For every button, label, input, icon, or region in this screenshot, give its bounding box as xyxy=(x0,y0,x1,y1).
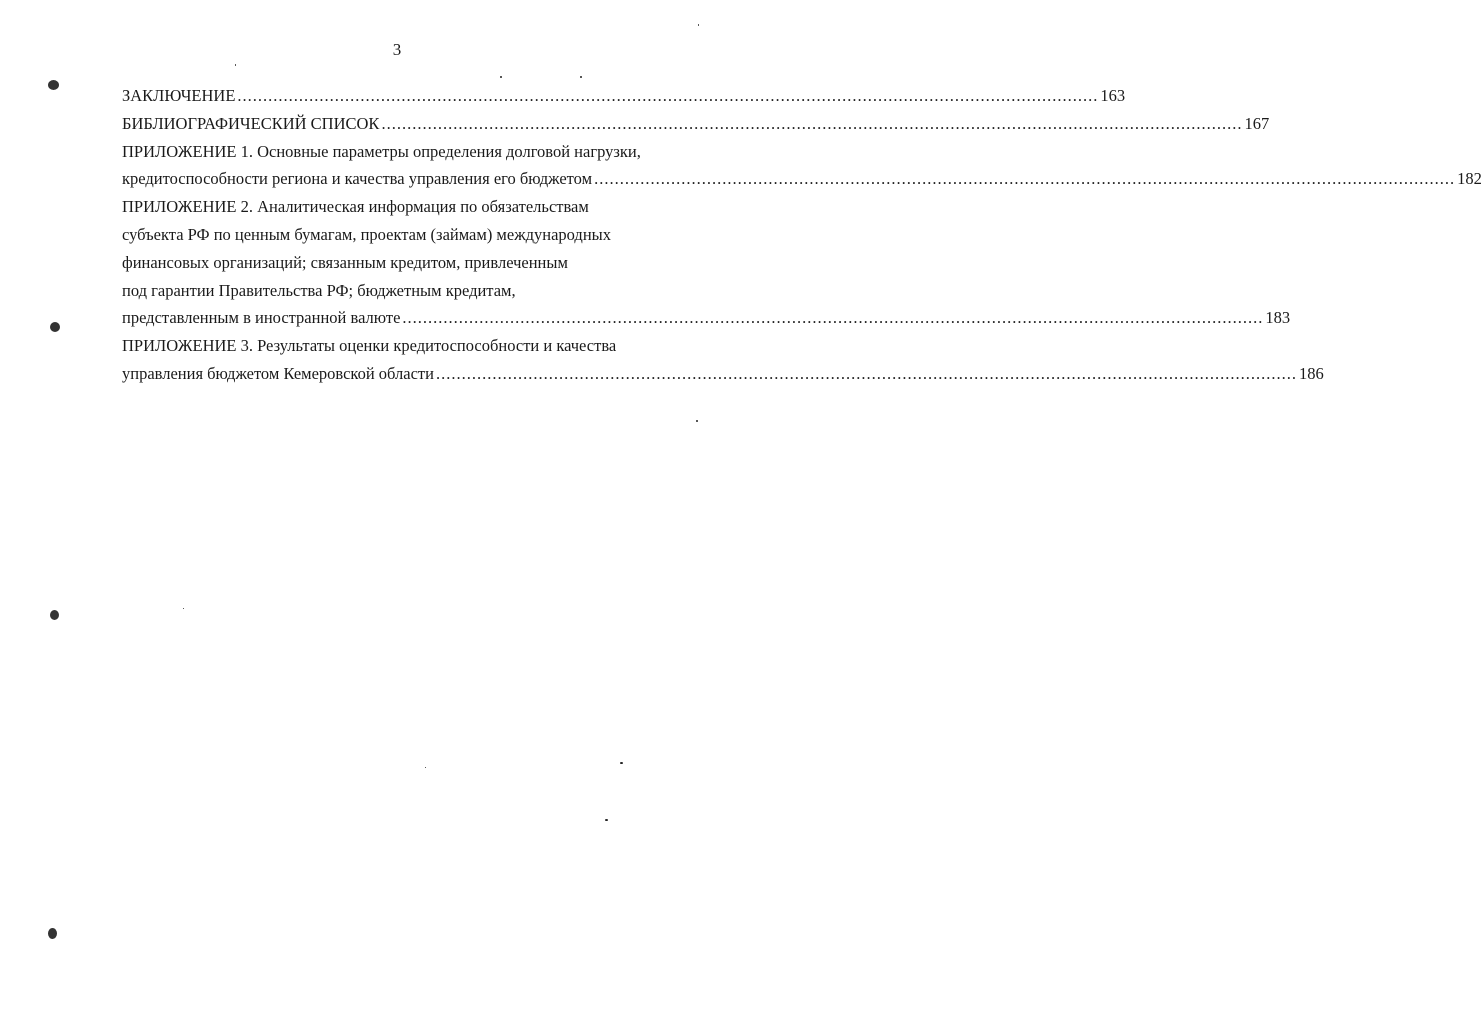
scan-speck xyxy=(696,420,698,422)
toc-entry-title-cont: под гарантии Правительства РФ; бюджетным кредитам, xyxy=(122,280,516,300)
toc-line xyxy=(122,304,1291,332)
toc-line xyxy=(122,165,1482,193)
table-of-contents xyxy=(122,82,1482,388)
scan-speck xyxy=(605,819,608,821)
scan-speck xyxy=(620,762,623,764)
toc-entry-appendix-2[interactable] xyxy=(122,193,1291,332)
toc-page-number: 182 xyxy=(1457,169,1482,189)
toc-line xyxy=(122,193,704,221)
toc-entry-appendix-1[interactable] xyxy=(122,138,1482,194)
dot-leader: ........................................................................................................................................................................ xyxy=(237,86,1099,105)
binder-hole-mark xyxy=(48,80,59,90)
toc-entry-title: ЗАКЛЮЧЕНИЕ xyxy=(122,86,236,105)
toc-line xyxy=(122,277,704,305)
toc-line xyxy=(122,110,1270,138)
toc-entry-appendix-3[interactable] xyxy=(122,332,1324,388)
toc-entry-title-cont: финансовых организаций; связанным кредитом, привлеченным xyxy=(122,252,568,272)
toc-line xyxy=(122,138,704,166)
binder-hole-mark xyxy=(48,928,57,939)
toc-line xyxy=(122,82,1126,110)
toc-entry-title-cont: представленным в иностранной валюте xyxy=(122,308,401,328)
toc-entry-title-cont: управления бюджетом Кемеровской области xyxy=(122,363,434,383)
dot-leader: ........................................................................................................................................................................ xyxy=(594,169,1456,189)
toc-page-number: 186 xyxy=(1298,363,1324,383)
toc-page-number: 183 xyxy=(1265,308,1291,328)
scan-speck xyxy=(425,767,426,768)
toc-entry-title: ПРИЛОЖЕНИЕ 3. Результаты оценки кредитоспособности и качества xyxy=(122,336,617,356)
toc-entry-bibliography[interactable] xyxy=(122,110,1270,138)
binder-hole-mark xyxy=(50,610,59,620)
scan-speck xyxy=(698,24,699,26)
toc-line xyxy=(122,249,704,277)
toc-line xyxy=(122,221,704,249)
dot-leader: ........................................................................................................................................................................ xyxy=(435,363,1297,383)
dot-leader: ........................................................................................................................................................................ xyxy=(381,113,1243,133)
page-number: 3 xyxy=(392,40,402,59)
dot-leader: ........................................................................................................................................................................ xyxy=(402,308,1264,328)
toc-entry-title-cont: кредитоспособности региона и качества управления его бюджетом xyxy=(122,169,593,189)
scan-speck xyxy=(183,608,184,609)
toc-entry-title: ПРИЛОЖЕНИЕ 1. Основные параметры определения долговой нагрузки, xyxy=(122,141,641,161)
toc-page-number: 167 xyxy=(1244,113,1270,133)
toc-line xyxy=(122,332,704,360)
toc-line xyxy=(122,360,1324,388)
scan-speck xyxy=(500,76,502,78)
scan-speck xyxy=(235,64,236,66)
toc-entry-title: ПРИЛОЖЕНИЕ 2. Аналитическая информация по обязательствам xyxy=(122,197,589,217)
toc-entry-title: БИБЛИОГРАФИЧЕСКИЙ СПИСОК xyxy=(122,113,380,133)
toc-entry-conclusion[interactable] xyxy=(122,82,1126,110)
scan-speck xyxy=(580,76,582,78)
binder-hole-mark xyxy=(50,322,60,332)
toc-entry-title-cont: субъекта РФ по ценным бумагам, проектам (займам) международных xyxy=(122,224,611,244)
toc-page-number: 163 xyxy=(1100,86,1126,105)
